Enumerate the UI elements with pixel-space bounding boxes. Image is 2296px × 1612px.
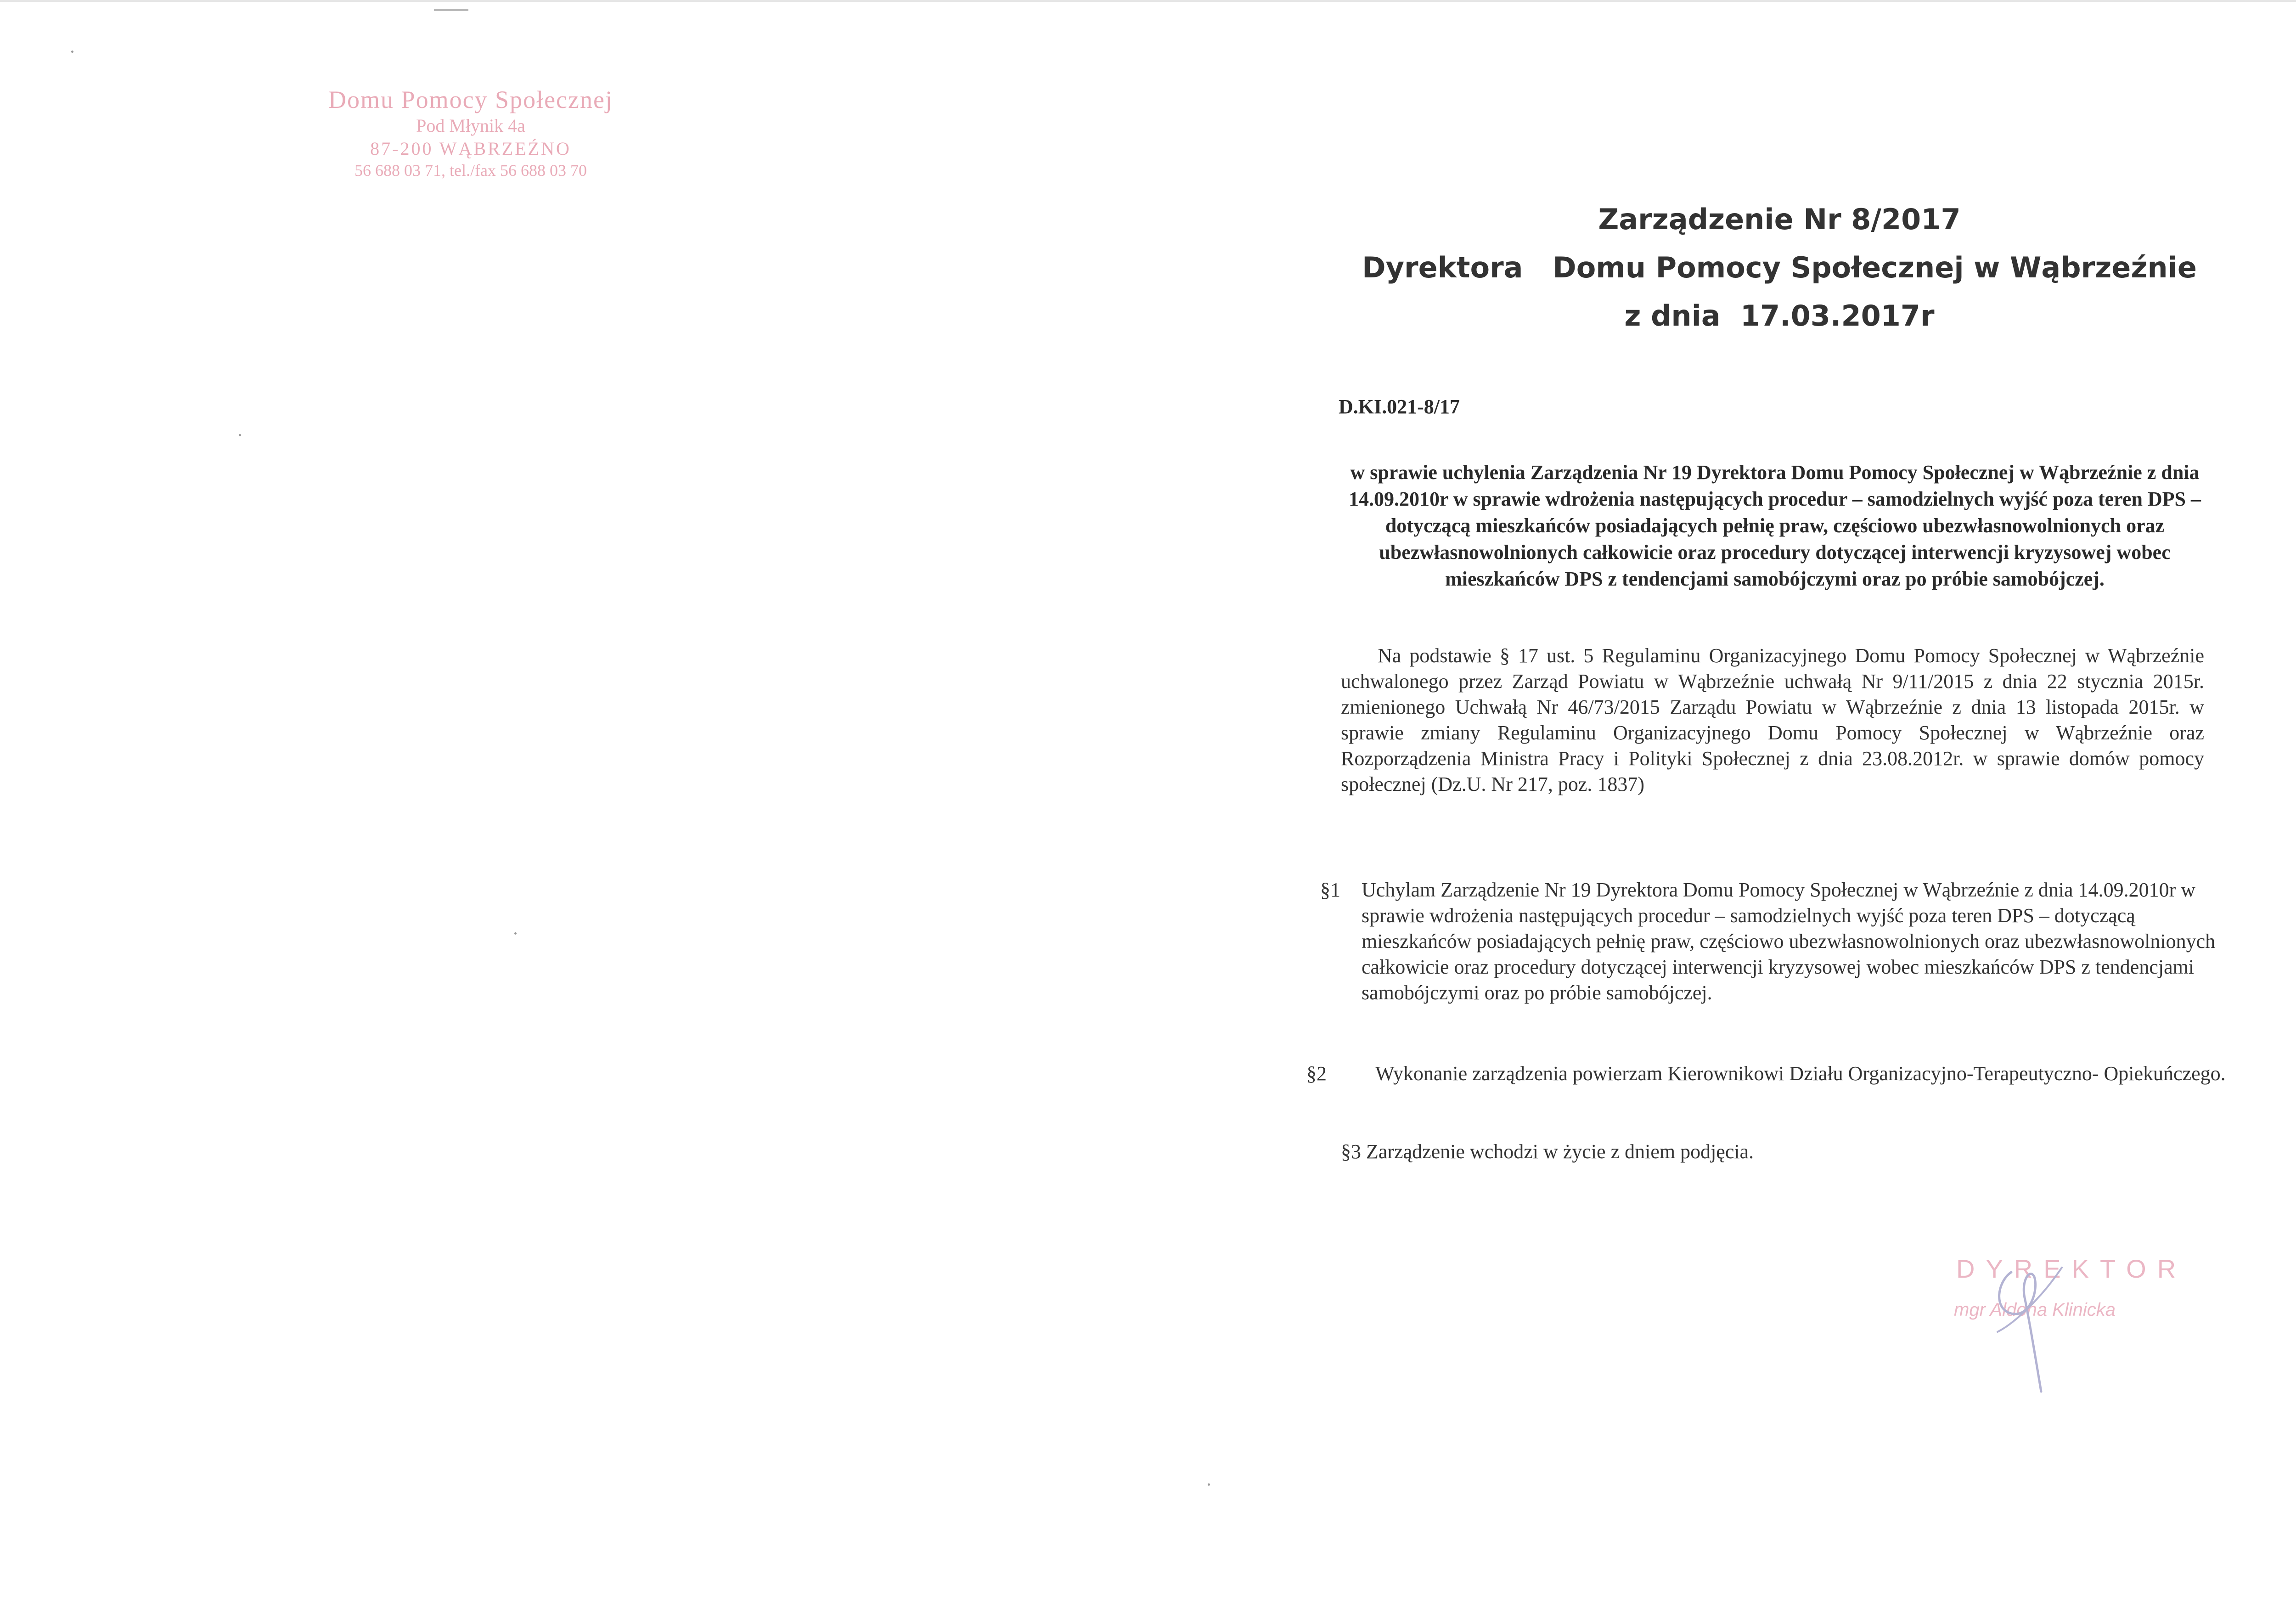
paragraph-1-symbol: §1 (1320, 879, 1340, 901)
document-subject: w sprawie uchylenia Zarządzenia Nr 19 Dyrektora Domu Pomocy Społecznej w Wąbrzeźnie z dnia 14.09.2010r w sprawie wdrożenia następujących procedur – samodzielnych wyjść poza teren DPS – dotyczącą mieszkańców posiadających pełnię praw, częściowo ubezwłasnowolnionych oraz ubezwłasnowolnionych całkowicie oraz procedury dotyczącej interwencji kryzysowej wobec mieszkańców DPS z tendencjami samobójczymi oraz po próbie samobójczej. (1348, 461, 2201, 590)
institution-stamp (257, 85, 684, 180)
stamp-line-4: 56 688 03 71, tel./fax 56 688 03 70 (355, 161, 587, 180)
paragraph-3 (1341, 1139, 2204, 1165)
title-line-2: Dyrektora Domu Pomocy Społecznej w Wąbrzeźnie (1362, 251, 2197, 284)
paragraph-2-symbol: §2 (1306, 1062, 1327, 1085)
scan-speck (239, 434, 241, 436)
director-signature-stamp (1942, 1240, 2187, 1396)
legal-basis: Na podstawie § 17 ust. 5 Regulaminu Organizacyjnego Domu Pomocy Społecznej w Wąbrzeźnie uchwalonego przez Zarząd Powiatu w Wąbrzeźnie uchwałą Nr 9/11/2015 z dnia 22 stycznia 2015r. zmienionego Uchwałą Nr 46/73/2015 Zarządu Powiatu w Wąbrzeźnie z dnia 13 listopada 2015r. w sprawie zmiany Regulaminu Organizacyjnego Domu Pomocy Społecznej w Wąbrzeźnie oraz Rozporządzenia Ministra Pracy i Polityki Społecznej z dnia 23.08.2012r. w sprawie domów pomocy społecznej (Dz.U. Nr 217, poz. 1837) (1341, 644, 2204, 795)
title-line-1: Zarządzenie Nr 8/2017 (1598, 203, 1961, 236)
stamp-line-2: Pod Młynik 4a (416, 115, 525, 136)
title-line-3: z dnia 17.03.2017r (1624, 299, 1935, 333)
signature-role: DYREKTOR (1956, 1254, 2187, 1283)
scan-edge-top (0, 0, 2296, 2)
signature-name: mgr Aldona Klinicka (1954, 1300, 2116, 1320)
paragraph-1-text: Uchylam Zarządzenie Nr 19 Dyrektora Domu Pomocy Społecznej w Wąbrzeźnie z dnia 14.09.2010r w sprawie wdrożenia następujących procedur – samodzielnych wyjść poza teren DPS – dotyczącą mieszkańców posiadających pełnię praw, częściowo ubezwłasnowolnionych oraz ubezwłasnowolnionych całkowicie oraz procedury dotyczącej interwencji kryzysowej wobec mieszkańców DPS z tendencjami samobójczymi oraz po próbie samobójczej. (1362, 879, 2216, 1004)
stamp-line-3: 87-200 WĄBRZEŹNO (370, 138, 571, 159)
paragraph-2 (1306, 1061, 2239, 1087)
paragraph-2-text: Wykonanie zarządzenia powierzam Kierownikowi Działu Organizacyjno-Terapeutyczno- Opiekuńczego. (1375, 1062, 2226, 1085)
handwritten-signature-icon (1942, 1240, 2172, 1396)
scan-speck (71, 51, 73, 53)
scan-speck (514, 932, 517, 935)
stamp-line-1: Domu Pomocy Społecznej (328, 86, 613, 113)
paragraph-3-symbol: §3 (1341, 1140, 1361, 1163)
document-number: D.KI.021-8/17 (1339, 395, 1460, 418)
scan-mark (434, 9, 468, 11)
paragraph-3-text: Zarządzenie wchodzi w życie z dniem podjęcia. (1366, 1140, 1754, 1163)
document-title (1332, 195, 2227, 340)
paragraph-1 (1320, 877, 2225, 1006)
scan-speck (1208, 1483, 1210, 1486)
